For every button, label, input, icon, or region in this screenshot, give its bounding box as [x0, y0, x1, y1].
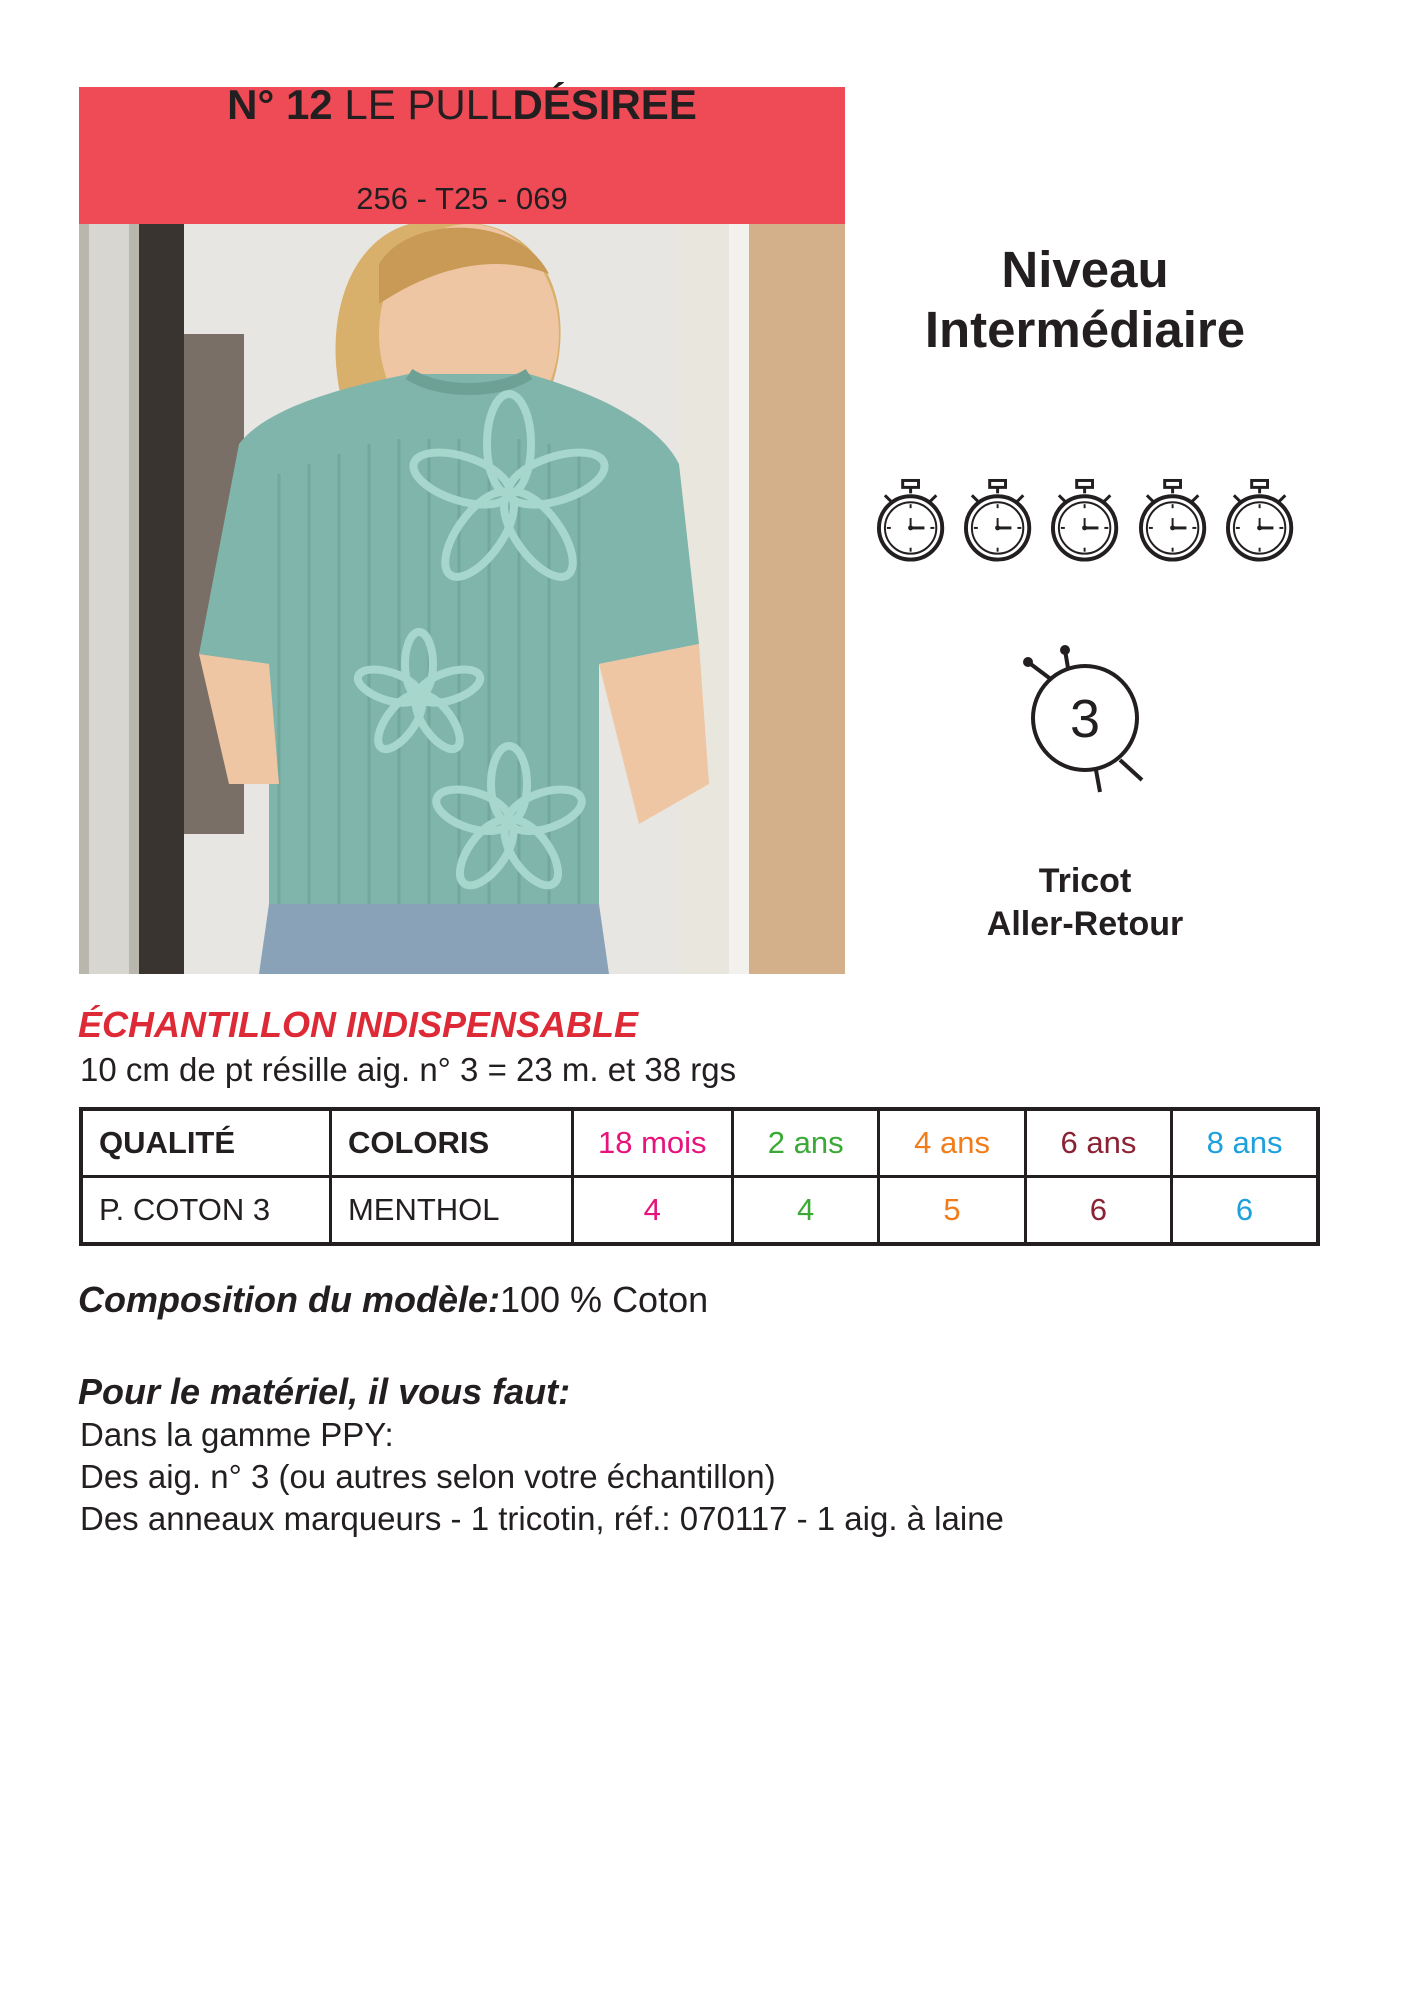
level-value: Intermédiaire [924, 301, 1246, 358]
yarn-quantity-table [79, 1107, 1320, 1246]
material-line: Des aig. n° 3 (ou autres selon votre échantillon) [80, 1458, 776, 1495]
column-header-quality: QUALITÉ [81, 1109, 330, 1177]
gauge-text: 10 cm de pt résille aig. n° 3 = 23 m. et 38 rgs [80, 1051, 737, 1088]
level-label: Niveau [1001, 241, 1169, 298]
table-row [81, 1177, 1318, 1245]
quantity-cell: 6 [1172, 1177, 1318, 1245]
composition [78, 1278, 708, 1322]
quantity-cell: 5 [879, 1177, 1025, 1245]
material-line: Des anneaux marqueurs - 1 tricotin, réf.: 070117 - 1 aig. à laine [80, 1500, 1004, 1537]
technique-line-2: Aller-Retour [986, 905, 1184, 943]
column-header-size: 8 ans [1172, 1109, 1318, 1177]
stopwatch-icon [875, 478, 946, 566]
time-rating [875, 478, 1295, 568]
pattern-reference: 256 - T25 - 069 [356, 181, 568, 216]
difficulty-level [860, 240, 1310, 360]
material-heading: Pour le matériel, il vous faut: [78, 1371, 571, 1412]
composition-value: 100 % Coton [499, 1279, 709, 1320]
gauge-heading: ÉCHANTILLON INDISPENSABLE [78, 1004, 639, 1045]
column-header-size: 18 mois [572, 1109, 732, 1177]
quantity-cell: 4 [572, 1177, 732, 1245]
material-line: Dans la gamme PPY: [80, 1416, 394, 1453]
pattern-number: N° 12 [227, 81, 333, 128]
column-header-size: 6 ans [1025, 1109, 1171, 1177]
stopwatch-icon [1137, 478, 1208, 566]
quality-cell: P. COTON 3 [81, 1177, 330, 1245]
technique-line-1: Tricot [1038, 862, 1132, 900]
model-photo [79, 224, 845, 974]
composition-label: Composition du modèle: [78, 1279, 500, 1320]
knitting-technique [930, 860, 1240, 946]
column-header-color: COLORIS [330, 1109, 572, 1177]
pattern-name-prefix: LE PULL [344, 81, 513, 128]
stopwatch-icon [962, 478, 1033, 566]
pattern-name: DÉSIREE [512, 81, 697, 128]
stopwatch-icon [1049, 478, 1120, 566]
stopwatch-icon [1224, 478, 1295, 566]
column-header-size: 2 ans [732, 1109, 878, 1177]
quantity-cell: 4 [732, 1177, 878, 1245]
color-cell: MENTHOL [330, 1177, 572, 1245]
material-list [80, 1414, 1004, 1540]
column-header-size: 4 ans [879, 1109, 1025, 1177]
quantity-cell: 6 [1025, 1177, 1171, 1245]
pattern-title [79, 80, 845, 130]
needle-size: 3 [1069, 689, 1101, 749]
table-header-row [81, 1109, 1318, 1177]
